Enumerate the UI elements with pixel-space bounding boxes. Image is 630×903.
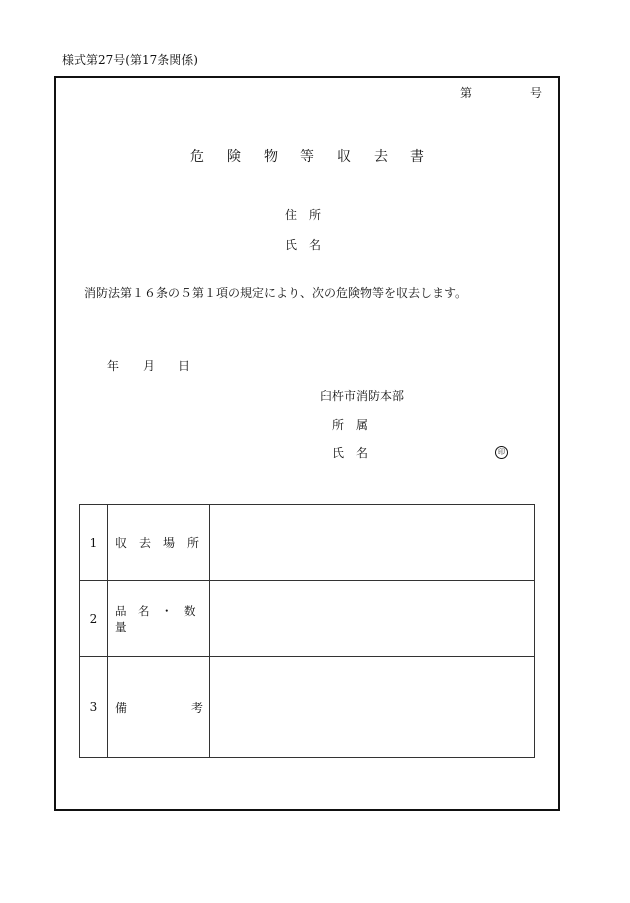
row-number: 2 (80, 581, 108, 657)
form-reference: 様式第27号(第17条関係) (62, 53, 198, 67)
row-label-text (108, 699, 209, 716)
row-number: 1 (80, 505, 108, 581)
title-char: 書 (410, 149, 424, 165)
remarks-label-left: 備 (115, 700, 128, 715)
row-label (108, 505, 210, 581)
remarks-field[interactable] (210, 657, 535, 758)
issuer-affiliation-label: 所 属 (332, 418, 369, 432)
row-label-text: 品 名 ・ 数 量 (115, 603, 207, 634)
table-row (80, 505, 535, 581)
document-number-suffix: 号 (530, 86, 543, 100)
title-char: 収 (337, 149, 351, 165)
row-number: 3 (80, 657, 108, 758)
row-label (108, 657, 210, 758)
issuer-name-label: 氏 名 (332, 446, 369, 460)
seal-mark: 印 (495, 446, 508, 459)
address-label: 住 所 (285, 208, 322, 222)
document-number-prefix: 第 (460, 86, 473, 100)
title-char: 危 (190, 149, 204, 165)
body-text: 消防法第１６条の５第１項の規定により、次の危険物等を収去します。 (84, 286, 468, 300)
row-label-text: 収 去 場 所 (115, 536, 200, 550)
table-row (80, 581, 535, 657)
remarks-label-right: 考 (190, 700, 203, 715)
row-label (108, 581, 210, 657)
title-char: 去 (374, 149, 388, 165)
item-name-quantity-field[interactable] (210, 581, 535, 657)
title-char: 等 (300, 149, 314, 165)
date-day: 日 (178, 359, 191, 373)
title-char: 険 (227, 149, 241, 165)
table-row (80, 657, 535, 758)
date-year: 年 (107, 359, 120, 373)
name-label: 氏 名 (285, 238, 322, 252)
collection-location-field[interactable] (210, 505, 535, 581)
issuer-organization: 臼杵市消防本部 (320, 389, 405, 403)
date-month: 月 (143, 359, 156, 373)
items-table (79, 504, 535, 758)
title-char: 物 (264, 149, 278, 165)
